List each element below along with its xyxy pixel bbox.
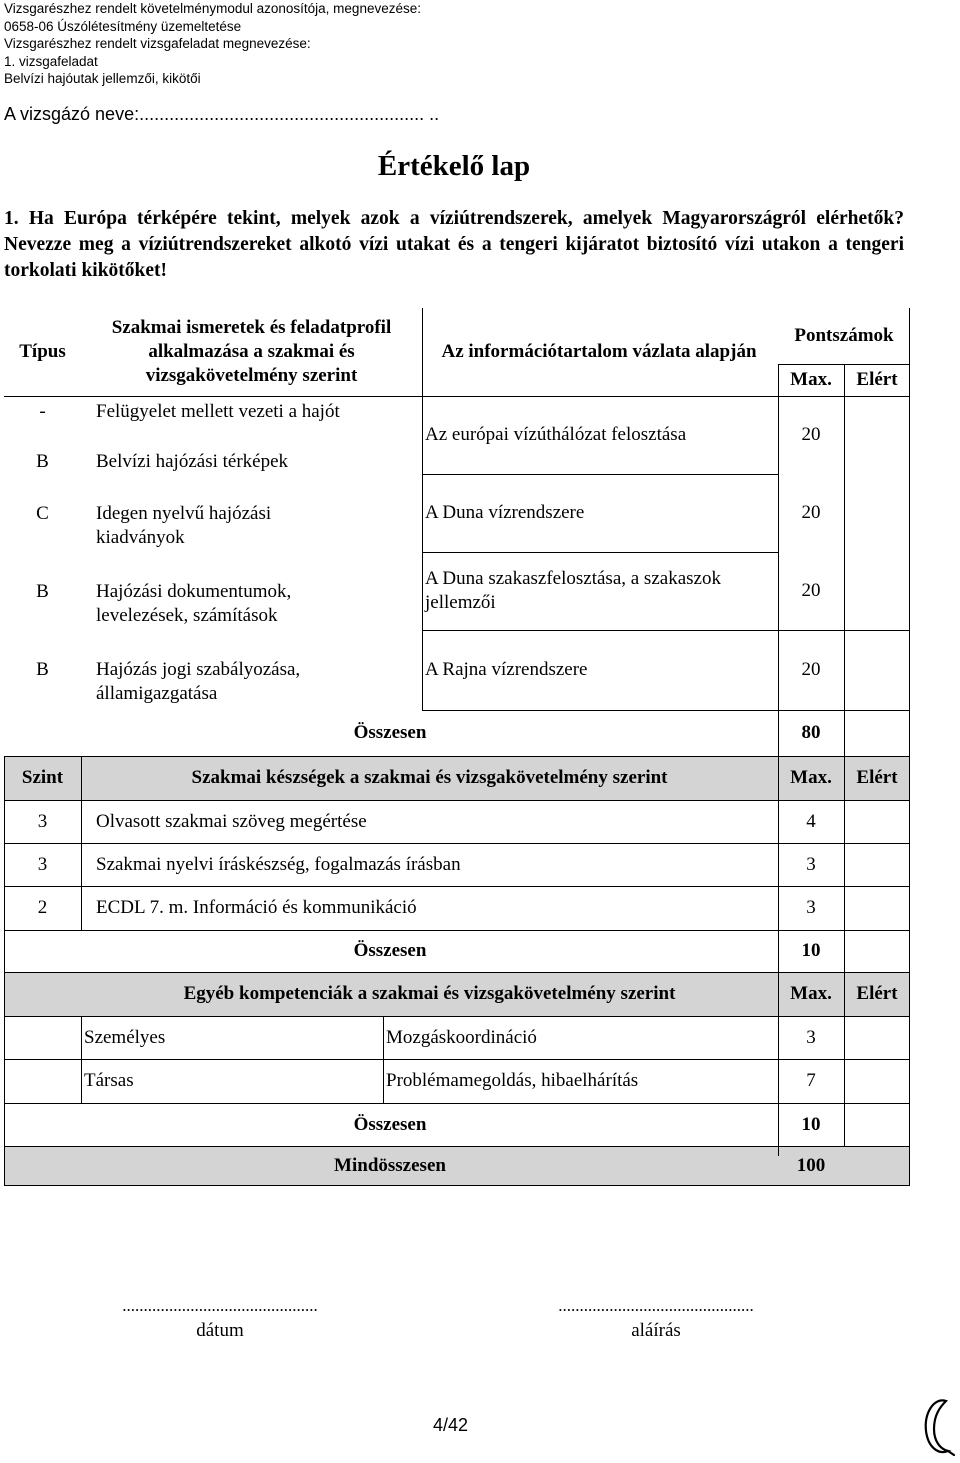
col-max-header: Max. — [790, 369, 832, 390]
page-number: 4/42 — [433, 1415, 469, 1435]
signature-dots: .............................................. — [558, 1296, 754, 1315]
row-content: A Rajna vízrendszere — [425, 659, 588, 680]
col-max-header: Max. — [790, 983, 832, 1004]
col-profile-header: Szakmai ismeretek és feladatprofil alkalmazása a szakmai és vizsgakövetelmény szerint — [111, 317, 392, 386]
grand-total-label: Mindösszesen — [334, 1155, 446, 1176]
col-got-header: Elért — [856, 369, 898, 390]
col-type-header: Típus — [19, 341, 66, 362]
skill-name: ECDL 7. m. Információ és kommunikáció — [96, 897, 417, 918]
row-type: B — [36, 659, 49, 680]
header-line: Belvízi hajóutak jellemzői, kikötői — [4, 71, 201, 87]
skill-level: 3 — [37, 853, 48, 875]
knowledge-total-label: Összesen — [353, 722, 427, 743]
document-header — [4, 0, 421, 88]
competence-kind: Társas — [84, 1070, 134, 1091]
grand-total: 100 — [796, 1155, 826, 1176]
task-text: 1. Ha Európa térképére tekint, melyek azok a víziútrendszerek, amelyek Magyarországról elérhetők? Nevezze meg a víziútrendszereket alkotó vízi utakat és a tengeri kijáratot biztosító vízi utakon a tengeri torkolati kikötőket! — [4, 208, 904, 281]
competence-max: 3 — [806, 1026, 816, 1048]
row-type: C — [36, 503, 49, 524]
other-total-label: Összesen — [353, 1113, 427, 1135]
competence-name: Mozgáskoordináció — [386, 1026, 537, 1048]
candidate-name-field: A vizsgázó neve:......................................................... .. — [4, 104, 440, 124]
signature-label: aláírás — [631, 1320, 681, 1341]
skill-name: Szakmai nyelvi íráskészség, fogalmazás írásban — [96, 853, 461, 875]
col-max-header: Max. — [790, 767, 832, 788]
competence-kind: Személyes — [84, 1026, 166, 1048]
row-profile: Belvízi hajózási térképek — [96, 451, 289, 472]
date-dots: .............................................. — [122, 1296, 318, 1315]
col-level-header: Szint — [21, 767, 64, 788]
row-profile: Idegen nyelvű hajózási kiadványok — [96, 503, 272, 548]
skill-level: 3 — [37, 810, 48, 832]
task-description — [4, 206, 904, 284]
date-label: dátum — [196, 1320, 244, 1341]
header-line: Vizsgarészhez rendelt vizsgafeladat megnevezése: — [4, 36, 311, 52]
skill-max: 3 — [806, 853, 816, 875]
header-line: 1. vizsgafeladat — [4, 53, 98, 69]
row-max: 20 — [801, 502, 821, 523]
col-content-header: Az információtartalom vázlata alapján — [441, 341, 757, 362]
skills-total: 10 — [801, 940, 821, 961]
row-content: Az európai vízúthálózat felosztása — [425, 424, 687, 445]
skill-level: 2 — [37, 897, 48, 918]
skills-total-label: Összesen — [353, 940, 427, 961]
handwritten-mark-icon — [918, 1393, 958, 1459]
col-got-header: Elért — [856, 983, 898, 1004]
row-type: B — [36, 451, 49, 472]
competence-max: 7 — [806, 1070, 816, 1091]
evaluation-table — [4, 308, 910, 1186]
col-got-header: Elért — [856, 767, 898, 788]
skill-max: 3 — [806, 897, 816, 918]
row-content: A Duna vízrendszere — [425, 502, 585, 523]
row-type: - — [39, 401, 46, 422]
row-profile: Hajózás jogi szabályozása, államigazgatása — [96, 659, 301, 704]
date-signature-block — [86, 1296, 354, 1342]
row-max: 20 — [801, 424, 821, 445]
skill-max: 4 — [806, 810, 816, 832]
competence-name: Problémamegoldás, hibaelhárítás — [386, 1070, 639, 1091]
row-max: 20 — [801, 659, 821, 680]
row-profile: Hajózási dokumentumok, levelezések, számítások — [96, 581, 292, 626]
col-skill-header: Szakmai készségek a szakmai és vizsgakövetelmény szerint — [191, 767, 668, 788]
header-line: 0658-06 Úszólétesítmény üzemeltetése — [4, 18, 242, 34]
skill-name: Olvasott szakmai szöveg megértése — [96, 810, 367, 832]
knowledge-total: 80 — [801, 722, 821, 743]
row-content: A Duna szakaszfelosztása, a szakaszok jellemzői — [425, 568, 721, 613]
col-points-header: Pontszámok — [794, 325, 894, 346]
header-line: Vizsgarészhez rendelt követelménymodul azonosítója, megnevezése: — [4, 1, 421, 16]
row-type: B — [36, 581, 49, 602]
signature-block — [522, 1296, 790, 1342]
page-title: Értékelő lap — [377, 150, 531, 182]
row-max: 20 — [801, 580, 821, 601]
col-other-header: Egyéb kompetenciák a szakmai és vizsgakövetelmény szerint — [183, 983, 676, 1004]
other-total: 10 — [801, 1113, 821, 1135]
row-profile: Felügyelet mellett vezeti a hajót — [96, 401, 340, 422]
